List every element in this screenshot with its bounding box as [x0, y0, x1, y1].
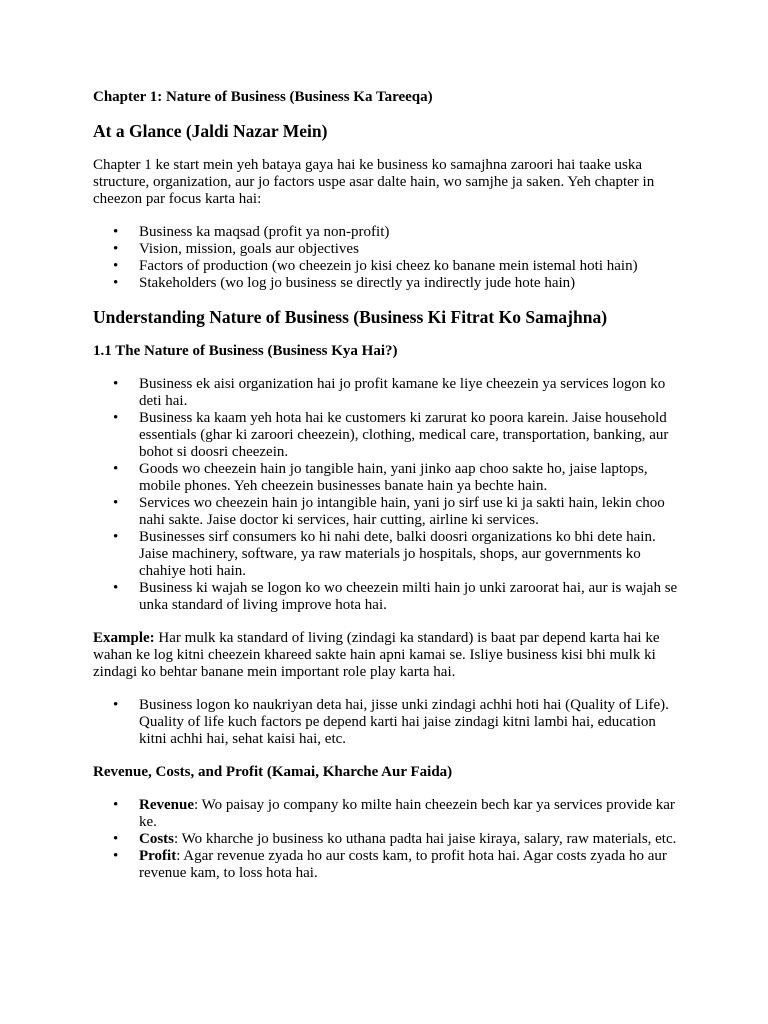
term-definition: : Wo kharche jo business ko uthana padta hai jaise kiraya, salary, raw materials, etc.	[174, 831, 677, 847]
example-label: Example:	[93, 630, 155, 646]
term-definition: : Agar revenue zyada ho aur costs kam, to profit hota hai. Agar costs zyada ho aur revenue kam, to loss hota hai.	[139, 848, 667, 881]
example-paragraph	[93, 630, 683, 681]
understanding-heading: Understanding Nature of Business (Business Ki Fitrat Ko Samajhna)	[93, 307, 608, 327]
nature-of-business-subheading: 1.1 The Nature of Business (Business Kya Hai?)	[93, 343, 398, 359]
list-item	[93, 831, 683, 848]
list-item: • Vision, mission, goals aur objectives	[93, 241, 683, 258]
list-item: • Business ka kaam yeh hota hai ke customers ki zarurat ko poora karein. Jaise household essentials (ghar ki zaroori cheezein), clothing, medical care, transportation, banking, aur bohot si doosri cheezein.	[93, 410, 683, 461]
list-item: • Businesses sirf consumers ko hi nahi dete, balki doosri organizations ko bhi dete hain. Jaise machinery, software, ya raw materials jo hospitals, shops, aur governments ko chahiye hoti hain.	[93, 529, 683, 580]
list-item: • Factors of production (wo cheezein jo kisi cheez ko banane mein istemal hoti hain)	[93, 258, 683, 275]
revenue-heading: Revenue, Costs, and Profit (Kamai, Kharche Aur Faida)	[93, 764, 453, 780]
term-label: Profit	[139, 848, 177, 864]
term-label: Costs	[139, 831, 175, 847]
list-item: • Business ka maqsad (profit ya non-profit)	[93, 224, 683, 241]
nature-list	[93, 376, 683, 614]
list-item: • Business ki wajah se logon ko wo cheezein milti hain jo unki zaroorat hai, aur is wajah se unka standard of living improve hota hai.	[93, 580, 683, 614]
document-content	[93, 88, 683, 882]
at-a-glance-intro: Chapter 1 ke start mein yeh bataya gaya hai ke business ko samajhna zaroori hai taake uska structure, organization, aur jo factors uspe asar dalte hain, wo samjhe ja saken. Yeh chapter in cheezon par focus karta hai:	[93, 157, 655, 207]
example-text: Har mulk ka standard of living (zindagi ka standard) is baat par depend karta hai ke wahan ke log kitni cheezein khareed sakte hain apni kamai se. Isliye business kisi bhi mulk ki zindagi ko behtar banane mein important role play karta hai.	[93, 630, 660, 680]
term-definition: : Wo paisay jo company ko milte hain cheezein bech kar ya services provide kar ke.	[139, 797, 675, 830]
list-item: • Business ek aisi organization hai jo profit kamane ke liye cheezein ya services logon ko deti hai.	[93, 376, 683, 410]
chapter-title: Chapter 1: Nature of Business (Business Ka Tareeqa)	[93, 89, 433, 105]
list-item: • Services wo cheezein hain jo intangible hain, yani jo sirf use ki ja sakti hain, lekin choo nahi sakte. Jaise doctor ki services, hair cutting, airline ki services.	[93, 495, 683, 529]
list-item	[93, 848, 683, 882]
revenue-list	[93, 797, 683, 882]
list-item	[93, 797, 683, 831]
at-a-glance-heading: At a Glance (Jaldi Nazar Mein)	[93, 121, 328, 141]
list-item: • Goods wo cheezein hain jo tangible hain, yani jinko aap choo sakte ho, jaise laptops, mobile phones. Yeh cheezein businesses banate hain ya bechte hain.	[93, 461, 683, 495]
list-item: • Stakeholders (wo log jo business se directly ya indirectly jude hote hain)	[93, 275, 683, 292]
list-item: • Business logon ko naukriyan deta hai, jisse unki zindagi achhi hoti hai (Quality of Life). Quality of life kuch factors pe depend karti hai jaise zindagi kitni lambi hai, education kitni achhi hai, sehat kaisi hai, etc.	[93, 697, 683, 748]
focus-list	[93, 224, 683, 292]
term-label: Revenue	[139, 797, 194, 813]
example-list	[93, 697, 683, 748]
